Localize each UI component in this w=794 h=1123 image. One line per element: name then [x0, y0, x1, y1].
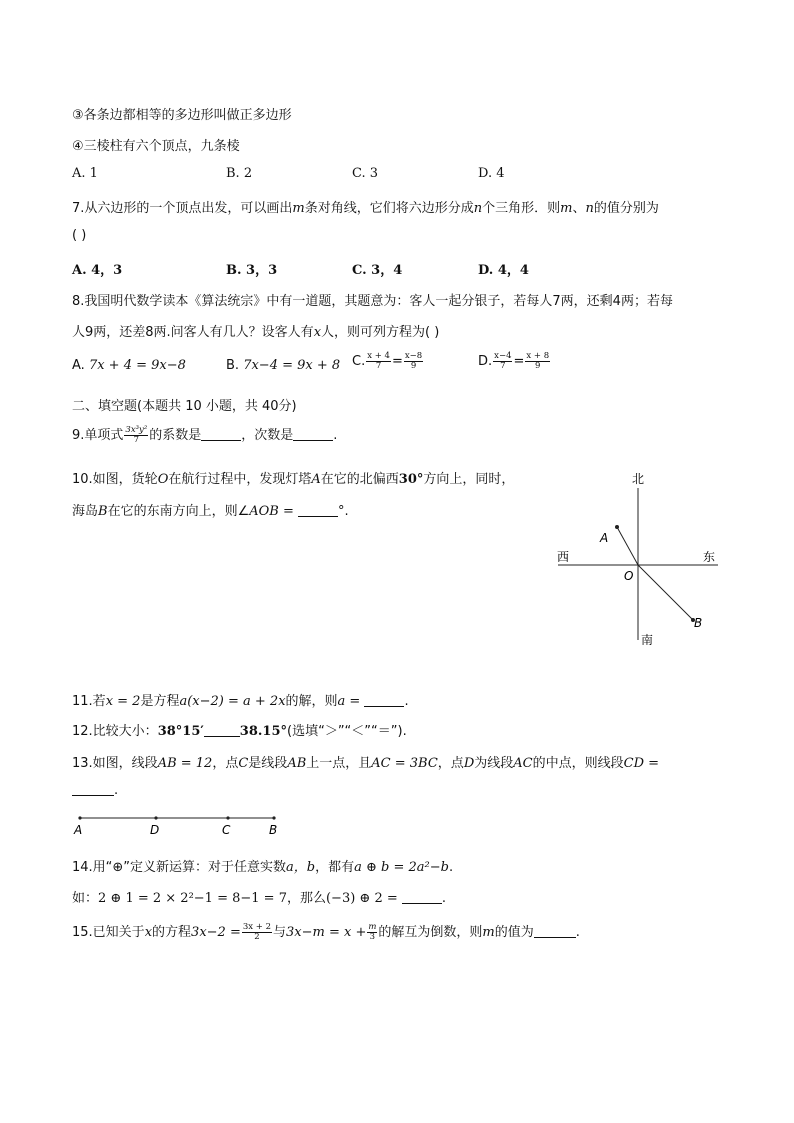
q13-text: 13.如图，线段 [72, 756, 158, 771]
q11-expression: x = 2 [105, 694, 141, 709]
q7-option-d: D. 4，4 [478, 263, 529, 278]
q15-text: 的方程 [152, 925, 192, 940]
q11-expression: a = [337, 694, 361, 709]
q10-var-o: O [157, 472, 169, 487]
q10-compass-diagram [550, 466, 725, 651]
q7-text: 个三角形．则 [482, 201, 561, 216]
q10-text: 在它的东南方向上，则∠ [107, 504, 250, 519]
q8-option-d [478, 352, 551, 371]
q13-var-ab: AB [287, 756, 307, 771]
q8-option-d-fraction-left [493, 352, 512, 371]
answer-blank [204, 724, 240, 737]
fraction-denominator: 7 [500, 361, 506, 371]
q8-option-b [226, 358, 340, 373]
label-b: B [269, 823, 278, 837]
q7-text: 的值分别为 [593, 201, 659, 216]
q15-equation-1: 3x−2 = [191, 925, 241, 940]
q14-text: . [441, 891, 447, 906]
point-b-marker [272, 816, 275, 819]
q13-text: 为线段 [474, 756, 514, 771]
fraction-denominator: 2 [254, 932, 260, 942]
answer-blank [201, 428, 241, 441]
q10-text: 方向上，同时， [423, 472, 515, 487]
q12-text: (选填“＞”“＜”“＝”). [287, 724, 407, 739]
q13-stem-line1 [72, 752, 659, 771]
q7-var-n: n [585, 201, 594, 216]
q14-question: (−3) ⊕ 2 = [325, 891, 398, 906]
q13-expression: CD = [623, 756, 660, 771]
q14-stem-line2 [72, 887, 446, 906]
label-a: A [74, 823, 83, 837]
equals-sign: = [391, 354, 403, 369]
q8-option-b-equation: 7x−4 = 9x + 8 [243, 358, 341, 373]
q6-statement-4: ④三棱柱有六个顶点，九条棱 [72, 139, 240, 154]
label-west: 西 [557, 550, 570, 564]
point-a-marker [78, 816, 81, 819]
q13-stem-line2 [72, 783, 118, 798]
q15-stem [72, 921, 580, 942]
q15-var-m: m [482, 925, 495, 940]
q7-var-m: m [560, 201, 573, 216]
q15-text: 15.已知关于 [72, 925, 145, 940]
q10-text: 在航行过程中，发现灯塔 [168, 472, 312, 487]
fraction-numerator: 3x³y² [125, 425, 148, 435]
q8-option-d-label: D. [478, 354, 493, 369]
label-a: A [600, 531, 609, 545]
q11-equation: a(x−2) = a + 2x [179, 694, 286, 709]
q15-text: 的解互为倒数，则 [378, 925, 483, 940]
answer-blank [293, 428, 333, 441]
q6-option-a: A. 1 [72, 166, 98, 181]
fraction-numerator: x + 8 [526, 351, 550, 361]
q7-separator: 、 [572, 201, 586, 216]
fraction-numerator: m [368, 922, 377, 932]
label-d: D [150, 823, 160, 837]
q14-text: 如： [72, 891, 99, 906]
q10-stem-line2 [72, 500, 349, 519]
q10-text: 10.如图，货轮 [72, 472, 158, 487]
label-c: C [222, 823, 231, 837]
q14-text: ，那么 [286, 891, 326, 906]
q11-stem [72, 690, 409, 709]
q13-text: 是线段 [248, 756, 288, 771]
equals-sign: = [513, 354, 525, 369]
q15-fraction-1 [242, 923, 272, 942]
ray-oa [617, 527, 638, 565]
q8-option-b-label: B. [226, 358, 240, 373]
q11-text: 的解，则 [285, 694, 338, 709]
q12-stem [72, 720, 407, 739]
point-d-marker [154, 816, 157, 819]
q13-text: ，点 [212, 756, 239, 771]
label-south: 南 [641, 633, 654, 647]
answer-blank [72, 783, 114, 796]
q7-var-n: n [473, 201, 483, 216]
q8-stem-line1: 8.我国明代数学读本《算法统宗》中有一道题，其题意为：客人一起分银子，若每人7两，还剩4两；若每 [72, 294, 673, 309]
ray-ob [638, 565, 693, 620]
q14-vars: a，b [286, 860, 316, 875]
q10-text: 海岛 [72, 504, 99, 519]
q13-expression: AB = 12 [157, 756, 213, 771]
q10-text: °. [338, 504, 349, 519]
q7-text: 7.从六边形的一个顶点出发，可以画出 [72, 201, 293, 216]
q9-monomial-fraction [124, 426, 148, 445]
point-c-marker [226, 816, 229, 819]
q9-text: 9.单项式 [72, 428, 124, 443]
q12-value-2: 38.15° [239, 724, 288, 739]
q15-text: 的值为 [494, 925, 534, 940]
q14-text: . [448, 860, 454, 875]
q8-stem-line2 [72, 321, 439, 340]
q13-text: ，点 [437, 756, 464, 771]
label-o: O [624, 569, 634, 583]
q15-fraction-2 [367, 923, 377, 942]
q13-var-c: C [238, 756, 249, 771]
q9-text: . [333, 428, 338, 443]
q6-statement-3: ③各条边都相等的多边形叫做正多边形 [72, 108, 292, 123]
section-2-heading: 二、填空题(本题共 10 小题，共 40分) [72, 399, 297, 414]
q14-text: 14.用“⊕”定义新运算：对于任意实数 [72, 860, 287, 875]
fraction-denominator: 7 [133, 435, 140, 445]
q13-var-d: D [463, 756, 475, 771]
label-east: 东 [703, 550, 716, 564]
q13-segment-diagram [70, 808, 285, 838]
fraction-numerator: x−8 [404, 351, 423, 361]
q8-option-c-fraction-left [366, 352, 391, 371]
point-a-marker [615, 525, 619, 529]
fraction-denominator: 9 [535, 361, 541, 371]
q7-stem [72, 197, 659, 216]
q8-text: 人9两，还差8两.问客人有几人？设客人有 [72, 325, 314, 340]
q14-stem-line1 [72, 856, 453, 875]
q13-var-ac: AC [513, 756, 533, 771]
answer-blank [298, 504, 338, 517]
fraction-numerator: x + 4 [367, 351, 390, 361]
q8-option-a-label: A. [72, 358, 85, 373]
q8-option-d-fraction-right [525, 352, 550, 371]
q8-option-c [352, 352, 424, 371]
q13-expression: AC = 3BC [371, 756, 438, 771]
q10-text: 在它的北偏西 [320, 472, 399, 487]
q8-option-a [72, 358, 186, 373]
q8-var-x: x [313, 325, 322, 340]
q8-option-a-equation: 7x + 4 = 9x−8 [88, 358, 186, 373]
q9-text: 的系数是 [149, 428, 202, 443]
q8-text: 人，则可列方程为( ) [321, 325, 440, 340]
fraction-denominator: 3 [369, 932, 376, 942]
q11-text: . [404, 694, 409, 709]
q11-text: 是方程 [140, 694, 180, 709]
q7-answer-paren: ( ) [72, 228, 87, 243]
q7-text: 条对角线，它们将六边形分成 [304, 201, 474, 216]
q10-expression: AOB = [249, 504, 294, 519]
q15-var-x: x [144, 925, 153, 940]
q15-text: 与 [272, 925, 286, 940]
q10-var-b: B [98, 504, 108, 519]
answer-blank [534, 925, 576, 938]
q12-value-1: 38°15′ [157, 724, 204, 739]
q7-var-m: m [292, 201, 305, 216]
answer-blank [402, 891, 442, 904]
fraction-numerator: x−4 [494, 351, 512, 361]
label-b: B [694, 616, 703, 630]
q6-option-b: B. 2 [226, 166, 253, 181]
q6-option-c: C. 3 [352, 166, 379, 181]
q13-text: 的中点，则线段 [532, 756, 624, 771]
fraction-numerator: 3x + 2 [242, 922, 271, 932]
q14-text: ，都有 [315, 860, 355, 875]
q9-stem [72, 424, 337, 445]
q10-stem-line1 [72, 468, 514, 487]
label-north: 北 [632, 472, 645, 486]
q14-example: 2 ⊕ 1 = 2 × 2²−1 = 8−1 = 7 [98, 891, 287, 906]
q13-text: . [114, 783, 119, 798]
fraction-denominator: 9 [410, 361, 417, 371]
q12-text: 12.比较大小： [72, 724, 158, 739]
q14-definition: a ⊕ b = 2a²−b [354, 860, 449, 875]
q8-option-c-fraction-right [404, 352, 423, 371]
q8-option-c-label: C. [352, 354, 366, 369]
q9-text: ，次数是 [241, 428, 294, 443]
fraction-denominator: 7 [375, 361, 382, 371]
q10-angle: 30° [398, 472, 424, 487]
q7-option-c: C. 3，4 [352, 263, 403, 278]
q13-text: 上一点，且 [306, 756, 372, 771]
answer-blank [364, 694, 404, 707]
q7-option-a: A. 4，3 [72, 263, 123, 278]
q15-equation-2: 3x−m = x + [286, 925, 367, 940]
q10-var-a: A [311, 472, 321, 487]
q6-option-d: D. 4 [478, 166, 505, 181]
q15-text: . [575, 925, 580, 940]
q11-text: 11.若 [72, 694, 106, 709]
q7-option-b: B. 3，3 [226, 263, 278, 278]
